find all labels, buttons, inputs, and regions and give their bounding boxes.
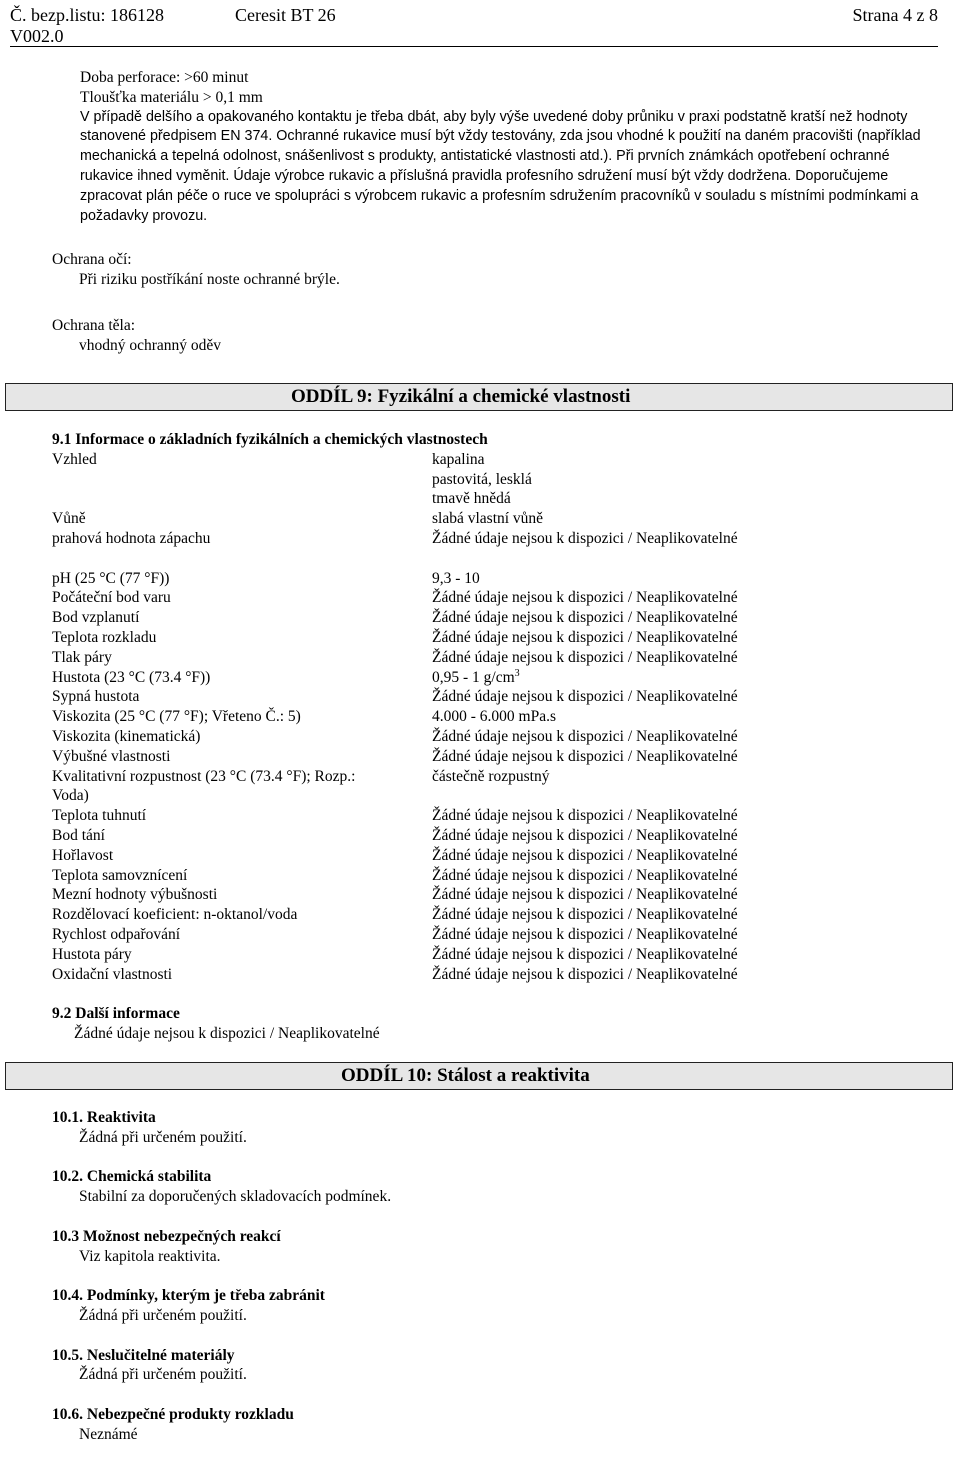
eye-protection-text: Při riziku postříkání noste ochranné brýle. <box>79 270 340 288</box>
glove-paragraph: V případě delšího a opakovaného kontaktu je třeba dbát, aby byly výše uvedené doby průniku v praxi podstatně kratší než hodnoty stanovené předpisem EN 374. Ochranné rukavice musí být vždy testovány, zda jsou vhodné k použití na daném pracovišti (například mechanická a tepelná odolnost, snášenlivost s produkty, antistatické vlastnosti atd.). Při prvních známkách opotřebení ochranné rukavice ihned vyměnit. Údaje výrobce rukavic a příslušná pravidla profesního sdružení musí být vždy dodržena. Doporučujeme zpracovat plán péče o ruce ve spolupráci s výrobcem rukavic a profesním sdružením pracovníků v souladu s místními podmínkami a požadavky provozu. <box>80 108 921 224</box>
item-text: Neznámé <box>79 1425 138 1443</box>
body-protection-text: vhodný ochranný oděv <box>79 336 222 354</box>
item-text: Stabilní za doporučených skladovacích podmínek. <box>79 1188 392 1206</box>
properties-table <box>52 430 812 1044</box>
list-item <box>52 1405 391 1445</box>
property-label: Oxidační vlastnosti <box>52 965 173 983</box>
property-row <box>52 707 812 727</box>
property-row <box>52 965 812 985</box>
density-label: Hustota (23 °C (73.4 °F)) <box>52 668 211 686</box>
property-row <box>52 826 812 846</box>
property-label: Teplota samovznícení <box>52 866 188 884</box>
property-value: Žádné údaje nejsou k dispozici / Neaplikovatelné <box>432 529 738 547</box>
property-value: Žádné údaje nejsou k dispozici / Neaplikovatelné <box>432 807 738 825</box>
perforation-time: Doba perforace: >60 minut <box>80 69 249 86</box>
product-name: Ceresit BT 26 <box>235 5 336 25</box>
property-label: Rychlost odpařování <box>52 925 181 943</box>
list-item <box>52 1286 391 1326</box>
rows-d <box>52 806 812 984</box>
item-text: Viz kapitola reaktivita. <box>79 1247 221 1265</box>
property-label: Rozdělovací koeficient: n-oktanol/voda <box>52 906 298 924</box>
property-label: Vůně <box>52 510 86 528</box>
appearance-value: kapalina <box>432 450 485 468</box>
item-text: Žádná při určeném použití. <box>79 1128 247 1146</box>
property-row <box>52 529 812 549</box>
section-9-title: ODDÍL 9: Fyzikální a chemické vlastnosti <box>291 386 631 407</box>
item-text: Žádná při určeném použití. <box>79 1306 247 1324</box>
property-label: Výbušné vlastnosti <box>52 747 171 765</box>
eye-protection <box>52 250 340 290</box>
property-label: Viskozita (kinematická) <box>52 727 201 745</box>
property-label: pH (25 °C (77 °F)) <box>52 569 170 587</box>
property-value: Žádné údaje nejsou k dispozici / Neaplikovatelné <box>432 965 738 983</box>
property-label: Hořlavost <box>52 846 114 864</box>
item-heading: 10.6. Nebezpečné produkty rozkladu <box>52 1405 294 1423</box>
solubility-row <box>52 767 812 807</box>
property-row <box>52 727 812 747</box>
property-value: Žádné údaje nejsou k dispozici / Neaplikovatelné <box>432 648 738 666</box>
property-label: Hustota páry <box>52 945 132 963</box>
property-label: Bod vzplanutí <box>52 609 140 627</box>
property-row <box>52 628 812 648</box>
property-value: Žádné údaje nejsou k dispozici / Neaplikovatelné <box>432 589 738 607</box>
property-value: slabá vlastní vůně <box>432 510 544 528</box>
property-label: prahová hodnota zápachu <box>52 529 211 547</box>
property-label: Sypná hustota <box>52 688 140 706</box>
page-number: Strana 4 z 8 <box>852 5 938 25</box>
appearance-value: pastovitá, lesklá <box>432 470 532 488</box>
section-10-list <box>52 1108 391 1464</box>
rows-c <box>52 687 812 766</box>
solubility-label <box>52 767 392 807</box>
item-heading: 10.3 Možnost nebezpečných reakcí <box>52 1227 281 1245</box>
item-heading: 10.1. Reaktivita <box>52 1109 156 1126</box>
property-value: 9,3 - 10 <box>432 569 480 587</box>
property-row <box>52 588 812 608</box>
property-row <box>52 509 812 529</box>
density-unit-exponent: 3 <box>514 667 520 679</box>
property-row <box>52 925 812 945</box>
property-row <box>52 846 812 866</box>
property-value: Žádné údaje nejsou k dispozici / Neaplikovatelné <box>432 609 738 627</box>
property-value: Žádné údaje nejsou k dispozici / Neaplikovatelné <box>432 906 738 924</box>
solubility-label-line: Kvalitativní rozpustnost (23 °C (73.4 °F); Rozp.: <box>52 767 356 785</box>
property-value: 4.000 - 6.000 mPa.s <box>432 708 556 726</box>
list-item <box>52 1346 391 1386</box>
property-label: Teplota rozkladu <box>52 628 157 646</box>
list-item <box>52 1167 391 1207</box>
property-value: Žádné údaje nejsou k dispozici / Neaplikovatelné <box>432 826 738 844</box>
property-row <box>52 608 812 628</box>
section-10-bar <box>5 1062 953 1090</box>
item-heading: 10.4. Podmínky, kterým je třeba zabránit <box>52 1287 325 1305</box>
solubility-value: částečně rozpustný <box>432 767 550 785</box>
rows-a <box>52 509 812 549</box>
item-heading: 10.5. Neslučitelné materiály <box>52 1346 235 1364</box>
property-value: Žádné údaje nejsou k dispozici / Neaplikovatelné <box>432 886 738 904</box>
density-value: 0,95 - 1 g/cm <box>432 668 515 686</box>
list-item <box>52 1227 391 1267</box>
appearance-values <box>432 450 532 509</box>
property-label: Teplota tuhnutí <box>52 807 147 825</box>
solubility-label-line: Voda) <box>52 787 89 805</box>
material-thickness: Tloušťka materiálu > 0,1 mm <box>80 88 263 106</box>
property-value: Žádné údaje nejsou k dispozici / Neaplikovatelné <box>432 925 738 943</box>
sheet-number: Č. bezp.listu: 186128 <box>10 5 164 25</box>
rows-b <box>52 569 812 668</box>
property-row <box>52 905 812 925</box>
page-header <box>10 2 938 47</box>
property-value: Žádné údaje nejsou k dispozici / Neaplikovatelné <box>432 727 738 745</box>
property-row <box>52 866 812 886</box>
item-heading: 10.2. Chemická stabilita <box>52 1168 212 1186</box>
property-label: Bod tání <box>52 826 105 844</box>
appearance-value: tmavě hnědá <box>432 490 511 508</box>
appearance-row <box>52 450 812 509</box>
property-label: Viskozita (25 °C (77 °F); Vřeteno Č.: 5) <box>52 708 301 726</box>
section-9-2-heading: 9.2 Další informace <box>52 1005 180 1023</box>
eye-protection-label: Ochrana očí: <box>52 251 132 268</box>
property-value: Žádné údaje nejsou k dispozici / Neaplikovatelné <box>432 688 738 706</box>
item-text: Žádná při určeném použití. <box>79 1366 247 1384</box>
property-label: Počáteční bod varu <box>52 589 171 607</box>
property-value: Žádné údaje nejsou k dispozici / Neaplikovatelné <box>432 747 738 765</box>
property-row <box>52 569 812 589</box>
property-row <box>52 885 812 905</box>
property-value: Žádné údaje nejsou k dispozici / Neaplikovatelné <box>432 846 738 864</box>
property-row <box>52 648 812 668</box>
glove-protection <box>80 68 920 226</box>
version: V002.0 <box>10 26 64 46</box>
density-row <box>52 668 812 688</box>
property-row <box>52 945 812 965</box>
property-row <box>52 806 812 826</box>
appearance-label: Vzhled <box>52 450 97 468</box>
body-protection <box>52 316 221 356</box>
property-value: Žádné údaje nejsou k dispozici / Neaplikovatelné <box>432 945 738 963</box>
list-item <box>52 1108 391 1148</box>
property-row <box>52 747 812 767</box>
section-9-2-text: Žádné údaje nejsou k dispozici / Neaplikovatelné <box>74 1024 380 1042</box>
property-label: Mezní hodnoty výbušnosti <box>52 886 218 904</box>
property-label: Tlak páry <box>52 648 112 666</box>
body-protection-label: Ochrana těla: <box>52 317 136 334</box>
property-value: Žádné údaje nejsou k dispozici / Neaplikovatelné <box>432 866 738 884</box>
property-value: Žádné údaje nejsou k dispozici / Neaplikovatelné <box>432 628 738 646</box>
section-10-title: ODDÍL 10: Stálost a reaktivita <box>341 1065 590 1086</box>
property-row <box>52 687 812 707</box>
section-9-1-heading: 9.1 Informace o základních fyzikálních a chemických vlastnostech <box>52 431 488 448</box>
section-9-bar <box>5 383 953 411</box>
